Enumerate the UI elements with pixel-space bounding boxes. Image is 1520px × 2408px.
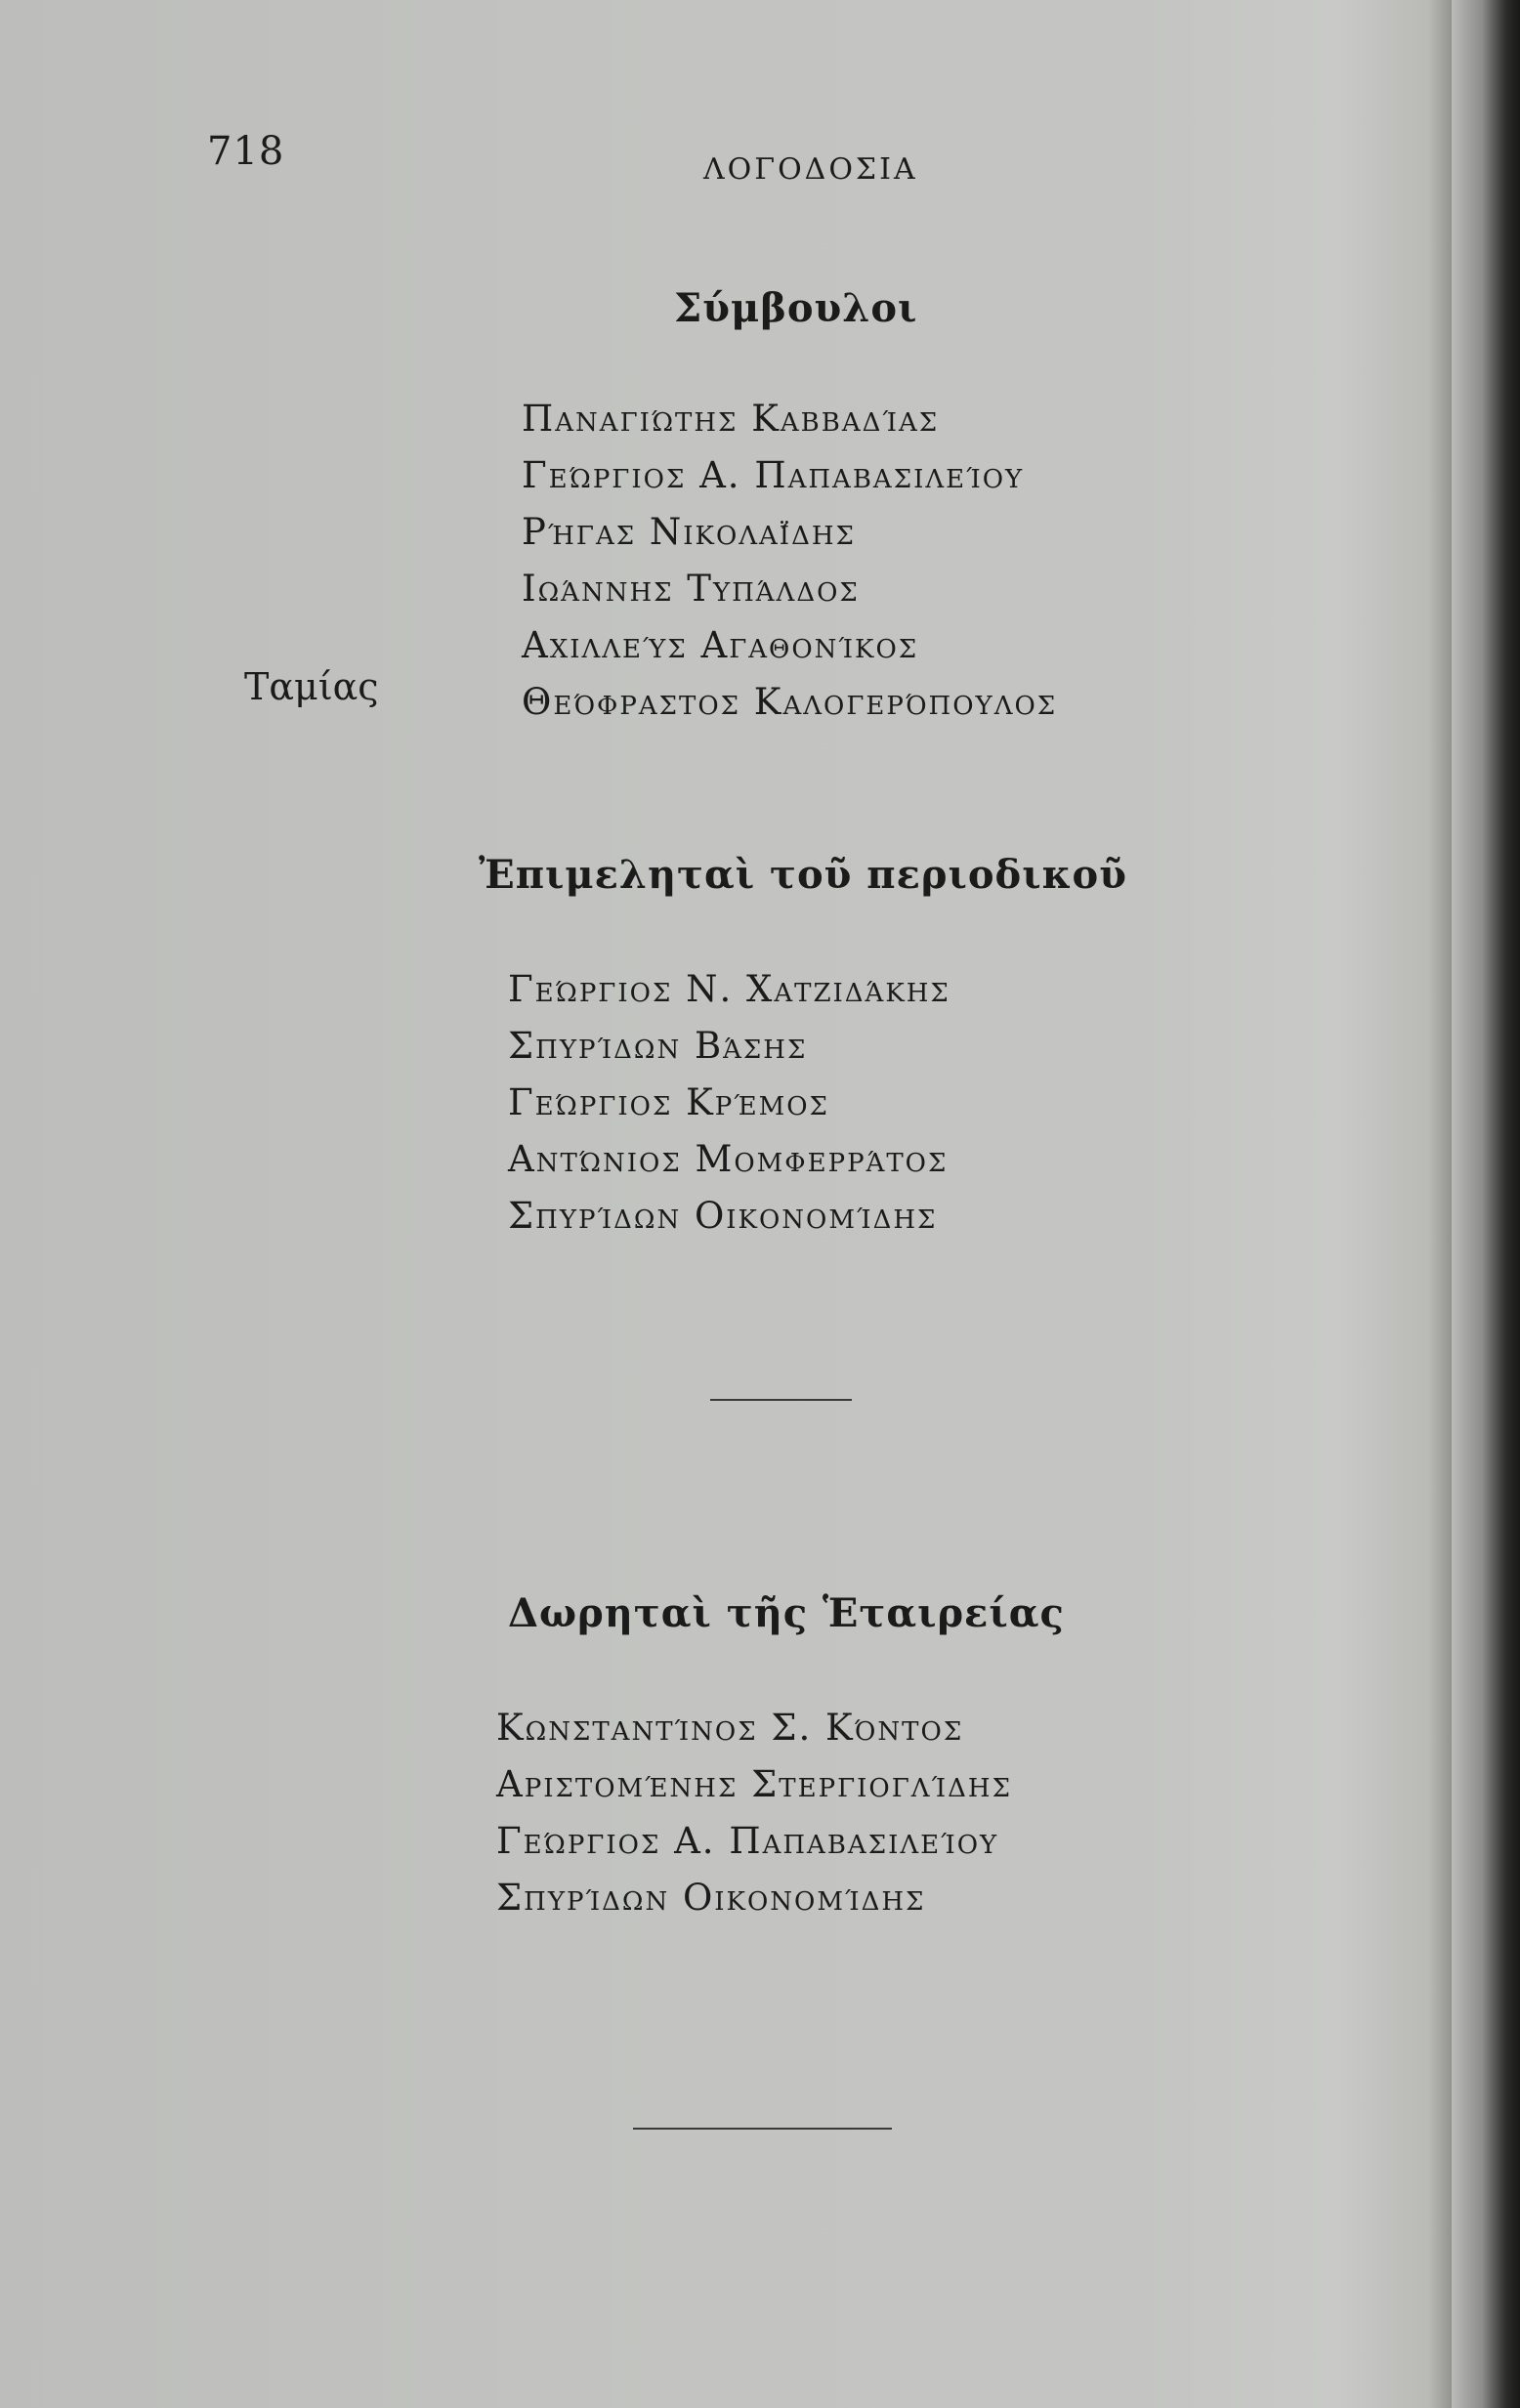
list-item: Γεώργιος Α. Παπαβασιλείου xyxy=(522,454,1025,496)
list-item: Θεόφραστος Καλογερόπουλος xyxy=(522,681,1058,723)
list-item: Σπυρίδων Βάσης xyxy=(508,1025,808,1067)
page-number: 718 xyxy=(207,129,285,174)
list-item: Γεώργιος Κρέμος xyxy=(508,1081,829,1123)
list-item: Γεώργιος Ν. Χατζιδάκης xyxy=(508,968,950,1010)
list-item: Κωνσταντίνος Σ. Κόντος xyxy=(496,1707,964,1749)
section-heading-councillors: Σύμβουλοι xyxy=(674,285,918,331)
councillors-list xyxy=(522,391,1057,731)
list-item: Αριστομένης Στεργιογλίδης xyxy=(496,1763,1012,1805)
list-item: Γεώργιος Α. Παπαβασιλείου xyxy=(496,1820,999,1862)
role-label-treasurer: Ταμίας xyxy=(244,665,379,708)
section-heading-editors: Ἐπιμεληταὶ τοῦ περιοδικοῦ xyxy=(479,852,1127,898)
closing-rule xyxy=(633,2128,892,2130)
editors-list xyxy=(508,961,950,1245)
running-head: ΛΟΓΟΔΟΣΙΑ xyxy=(703,152,918,187)
list-item: Παναγιώτης Καββαδίας xyxy=(522,398,940,440)
list-item: Σπυρίδων Οικονομίδης xyxy=(496,1877,926,1919)
list-item: Αντώνιος Μομφερράτος xyxy=(508,1138,949,1180)
list-item: Αχιλλεύς Αγαθονίκος xyxy=(522,624,919,666)
list-item: Ρήγας Νικολαΐδης xyxy=(522,511,856,553)
list-item: Ιωάννης Τυπάλδος xyxy=(522,568,860,610)
section-divider-rule xyxy=(710,1399,852,1401)
section-heading-donors: Δωρηταὶ τῆς Ἑταιρείας xyxy=(508,1590,1065,1636)
donors-list xyxy=(496,1700,1012,1926)
list-item: Σπυρίδων Οικονομίδης xyxy=(508,1195,938,1237)
page-edge-shadow xyxy=(1452,0,1520,2408)
